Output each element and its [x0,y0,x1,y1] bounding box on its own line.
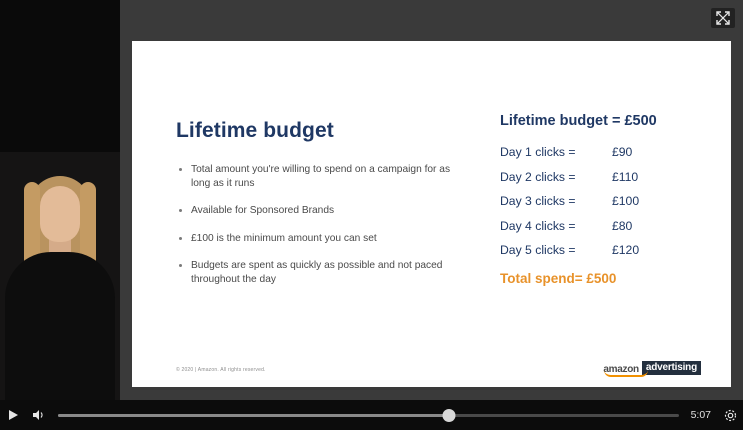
play-button[interactable] [0,400,26,430]
total-spend-label: Total spend= £500 [500,271,617,286]
progress-bar[interactable] [58,400,679,430]
budget-heading: Lifetime budget = £500 [500,113,657,129]
amazon-wordmark [603,364,638,375]
slide-right-column [500,113,710,286]
slide-bullet-list [176,163,466,286]
progress-played [58,414,449,417]
day-value: £110 [612,169,639,184]
webcam-upper-area [0,0,120,152]
volume-button[interactable] [26,400,52,430]
slide-title: Lifetime budget [176,119,334,142]
presentation-slide [132,41,731,387]
slide-stage [120,0,743,400]
slide-copyright: © 2020 | Amazon. All rights reserved. [176,367,266,373]
day-value: £90 [612,145,633,159]
day-label: Day 2 clicks = [500,169,576,184]
list-item: £100 is the minimum amount you can set [176,232,466,246]
presenter-shoulders [5,252,115,400]
day-value: £100 [612,194,640,208]
presenter-face [40,186,80,242]
settings-button[interactable] [717,400,743,430]
day-value: £120 [612,243,640,257]
volume-icon [32,409,46,421]
fullscreen-button[interactable] [711,8,735,28]
play-icon [8,409,19,421]
amazon-wordmark-text: amazon [603,364,639,375]
advertising-badge: advertising [642,361,701,375]
table-row [500,243,710,257]
list-item: Budgets are spent as quickly as possible and not paced throughout the day [176,259,466,286]
table-row [500,194,710,208]
amazon-advertising-logo [603,361,701,375]
table-row [500,219,710,233]
expand-icon [716,11,730,25]
table-row [500,145,710,159]
player-controls [0,400,743,430]
day-label: Day 5 clicks = [500,243,576,257]
slide-left-column [176,119,466,300]
gear-icon [724,409,737,422]
current-time-label: 5:07 [690,409,711,421]
webcam-lower-area [0,152,120,400]
list-item: Available for Sponsored Brands [176,204,466,218]
day-label: Day 3 clicks = [500,194,576,208]
list-item: Total amount you're willing to spend on a campaign for as long as it runs [176,163,466,190]
day-label: Day 1 clicks = [500,145,576,159]
amazon-swoosh-icon [604,370,648,377]
day-value: £80 [612,218,633,233]
progress-knob[interactable] [442,409,455,422]
table-row [500,170,710,184]
presenter-webcam-panel [0,0,120,400]
day-label: Day 4 clicks = [500,218,576,233]
